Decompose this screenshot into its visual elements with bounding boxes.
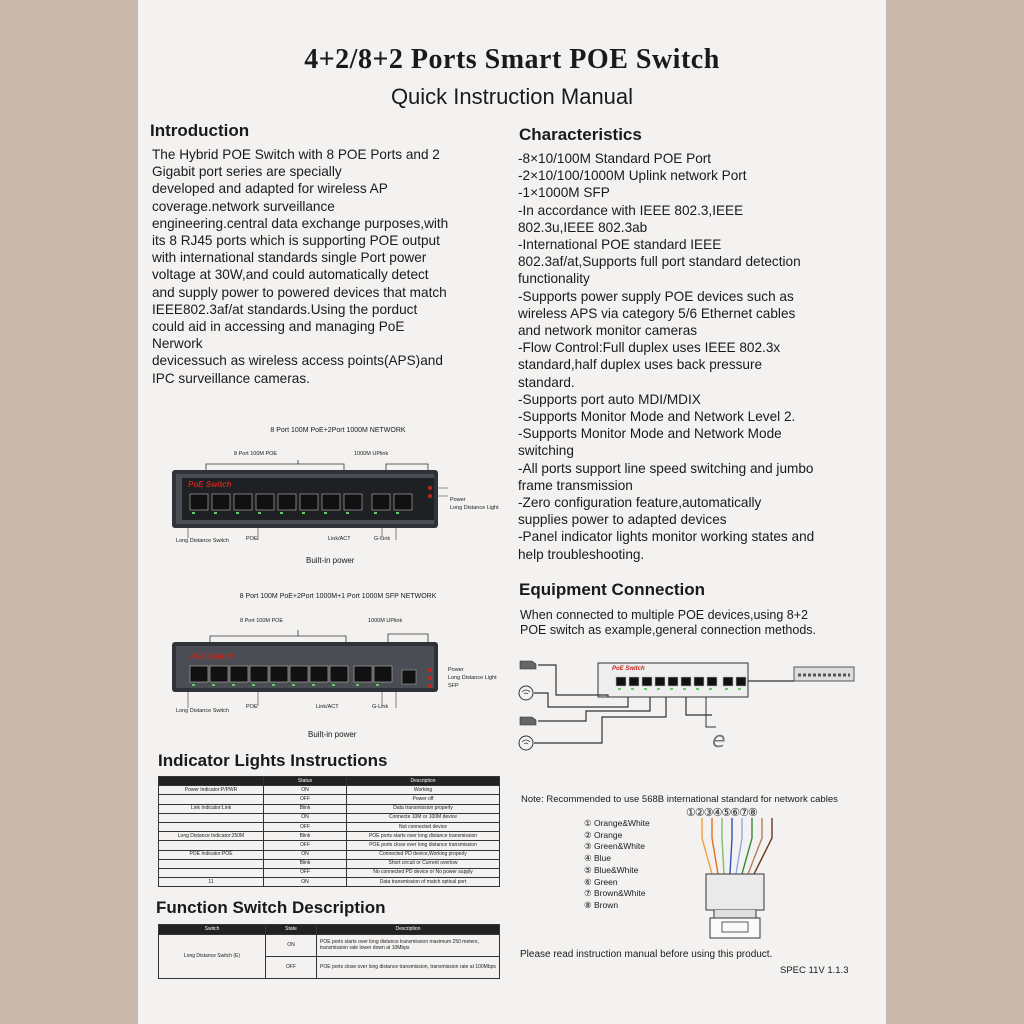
wire-color: ③ Green&White [584,841,646,852]
indicator-row [159,868,500,877]
equipment-line: POE switch as example,general connection methods. [520,623,816,637]
equipment-line: When connected to multiple POE devices,using 8+2 [520,608,809,622]
read-manual-note: Please read instruction manual before using this product. [520,949,773,960]
ethernet-port [190,666,208,682]
indicator-row [159,859,500,868]
indicator-col: Description [347,777,500,786]
port-led [252,684,255,686]
indicator-description: Connected PD device,Working properly [347,850,500,859]
characteristic-line: help troubleshooting. [518,546,645,562]
function-state: ON [266,934,317,956]
characteristic-line: -2×10/100/1000M Uplink network Port [518,168,747,184]
function-col: State [266,925,317,935]
characteristic-line: -Supports Monitor Mode and Network Level 2. [518,409,796,425]
port-led [312,684,315,686]
ethernet-port [642,677,652,686]
indicator-name: 11 [159,878,264,887]
port-led [738,688,741,690]
function-heading: Function Switch Description [156,898,386,917]
port-led [683,688,686,690]
port-led [214,512,217,514]
equipment-text [520,608,816,638]
indicator-name: POE Indicator:POE [159,850,264,859]
characteristic-line: -Zero configuration feature,automatically [518,495,762,511]
indicator-description: Power off [347,795,500,804]
ethernet-port [668,677,678,686]
characteristic-line: frame transmission [518,477,633,493]
characteristic-line: functionality [518,271,590,287]
cable-note: Note: Recommended to use 568B international standard for network cables [521,794,838,805]
port-led [236,512,239,514]
label-glink-1: G-Link [374,536,391,542]
function-desc: POE ports close over long distance transmission, transmission rate at 100Mbps [317,956,500,978]
indicator-name [159,841,264,850]
indicator-col: Status [264,777,347,786]
ethernet-port [322,494,340,510]
wire-color-list [584,818,650,912]
camera-icon [520,717,536,725]
intro-paragraph [152,146,502,387]
spec-version: SPEC 11V 1.1.3 [780,965,849,976]
indicator-description: Not connected device [347,822,500,831]
label-glink-2: G-Link [372,704,389,710]
port-led [192,684,195,686]
wire-color: ⑧ Brown [584,899,619,910]
ethernet-port [250,666,268,682]
indicator-description: Data transmission properly [347,804,500,813]
characteristic-line: -All ports support line speed switching and jumbo [518,460,814,476]
rj45-connector-diagram [698,818,788,944]
intro-line: voltage at 30W,and could automatically detect [152,267,429,283]
switch-front-panel-1 [168,458,508,548]
wire-color: ① Orange&White [584,818,650,828]
indicator-table [158,776,500,887]
indicator-row [159,832,500,841]
port-led [346,512,349,514]
indicator-row [159,813,500,822]
label-poe-2: POE [246,704,258,710]
indicator-status: OFF [264,795,347,804]
label-switch-1: Long Distance Switch [176,538,229,544]
characteristic-line: supplies power to adapted devices [518,512,727,528]
ethernet-port [736,677,746,686]
characteristic-line: -8×10/100M Standard POE Port [518,151,712,166]
indicator-description: Working [347,786,500,795]
indicator-heading: Indicator Lights Instructions [158,751,388,770]
diagram1-title: 8 Port 100M PoE+2Port 1000M NETWORK [270,427,406,434]
indicator-description: Connecte 10M or 100M device [347,813,500,822]
characteristic-line: -Supports Monitor Mode and Network Mode [518,426,782,442]
indicator-row [159,804,500,813]
intro-line: IPC surveillance cameras. [152,370,310,386]
ethernet-port [300,494,318,510]
pin-numbers: ①②③④⑤⑥⑦⑧ [686,807,757,819]
indicator-status: Blink [264,804,347,813]
ethernet-port [374,666,392,682]
ethernet-port [330,666,348,682]
indicator-status: Blink [264,859,347,868]
characteristic-line: -In accordance with IEEE 802.3,IEEE [518,202,744,218]
characteristic-line: 802.3af/at,Supports full port standard detection [518,254,801,270]
wire-color: ⑦ Brown&White [584,888,646,899]
port-led [374,512,377,514]
indicator-status: ON [264,813,347,822]
ethernet-port [230,666,248,682]
legend-long-1: Long Distance Light [450,505,499,511]
ethernet-port [394,494,412,510]
ethernet-port [694,677,704,686]
brand-logo-3: PoE Switch [612,666,645,672]
indicator-description: Short circuit or Current overlow [347,859,500,868]
caption-2: Built-in power [308,730,357,739]
port-led [212,684,215,686]
intro-line: and supply power to powered devices that match [152,284,447,300]
ethernet-port [372,494,390,510]
intro-line: The Hybrid POE Switch with 8 POE Ports and 2 [152,147,440,162]
characteristic-line: switching [518,443,574,459]
port-led [272,684,275,686]
legend-power-1: Power [450,497,466,503]
label-switch-2: Long Distance Switch [176,708,229,714]
label-link-2: Link/ACT [316,704,339,710]
camera-icon [520,661,536,669]
port-led [258,512,261,514]
indicator-row [159,841,500,850]
ethernet-port [723,677,733,686]
diagram1-poe-label: 8 Port 100M POE [234,451,278,457]
function-table [158,924,500,979]
diagram1-uplink-label: 1000M UPlink [354,451,389,457]
port-led [232,684,235,686]
manual-page [138,0,886,1024]
indicator-description: POE ports close over long distance transmission [347,841,500,850]
ethernet-port [234,494,252,510]
ethernet-port [629,677,639,686]
ethernet-port [344,494,362,510]
port-led [631,688,634,690]
port-led [324,512,327,514]
function-desc: POE ports starts over long distance transmission maximum 250 meters, transmission rate lower down at 10Mbps [317,934,500,956]
legend-long-2: Long Distance Light [448,675,497,681]
indicator-row [159,878,500,887]
characteristic-line: and network monitor cameras [518,323,698,339]
characteristic-line: -Supports port auto MDI/MDIX [518,391,701,407]
indicator-description: POE ports starts over long distance transmission [347,832,500,841]
indicator-status: OFF [264,868,347,877]
indicator-description: No connected PD device or No power supply [347,868,500,877]
connection-diagram [516,655,866,755]
indicator-name [159,822,264,831]
wire-color: ⑥ Green [584,876,618,887]
port-led [292,684,295,686]
ethernet-port [655,677,665,686]
indicator-name [159,868,264,877]
label-poe-1: POE [246,536,258,542]
characteristic-line: -Panel indicator lights monitor working states and [518,529,815,545]
characteristic-line: wireless APS via category 5/6 Ethernet cables [518,305,796,321]
ethernet-port [290,666,308,682]
port-led [709,688,712,690]
caption-1: Built-in power [306,556,355,565]
indicator-row [159,795,500,804]
ethernet-port [256,494,274,510]
wire-color: ② Orange [584,829,623,840]
indicator-status: Blink [264,832,347,841]
brand-logo-1: PoE Switch [188,480,232,489]
legend-power-2: Power [448,667,464,673]
indicator-status: ON [264,786,347,795]
intro-line: devicessuch as wireless access points(APS)and [152,353,443,369]
indicator-row [159,786,500,795]
characteristics-heading: Characteristics [519,125,642,144]
indicator-name: Link Indicator:Link [159,804,264,813]
intro-line: coverage.network surveillance [152,198,335,214]
characteristic-line: -1×1000M SFP [518,185,610,201]
intro-line: its 8 RJ45 ports which is supporting POE output [152,233,440,249]
indicator-name [159,859,264,868]
function-state: OFF [266,956,317,978]
port-led [356,684,359,686]
diagram2-uplink-label: 1000M UPlink [368,618,403,624]
indicator-description: Data transmission of match optical port [347,878,500,887]
wire-color: ⑤ Blue&White [584,864,639,875]
indicator-row [159,850,500,859]
function-col: Switch [159,925,266,935]
indicator-status: ON [264,878,347,887]
ethernet-port [190,494,208,510]
ethernet-port [210,666,228,682]
port-led [280,512,283,514]
legend-sfp-2: SFP [448,683,459,689]
intro-line: Nerwork [152,336,203,352]
characteristic-line: 802.3u,IEEE 802.3ab [518,219,648,235]
characteristic-line: -Flow Control:Full duplex uses IEEE 802.3x [518,340,781,356]
indicator-name: Long Distance Indicator:250M [159,832,264,841]
indicator-status: OFF [264,822,347,831]
indicator-name: Power Indicator:P/PWR [159,786,264,795]
page-title: 4+2/8+2 Ports Smart POE Switch [304,44,720,75]
indicator-status: ON [264,850,347,859]
ethernet-port [707,677,717,686]
ethernet-port [354,666,372,682]
port-led [670,688,673,690]
wire-color: ④ Blue [584,853,611,864]
ethernet-port [212,494,230,510]
characteristic-line: standard,half duplex uses back pressure [518,357,763,373]
port-led [657,688,660,690]
label-link-1: Link/ACT [328,536,351,542]
intro-heading: Introduction [150,121,250,140]
ethernet-port [310,666,328,682]
indicator-row [159,822,500,831]
ethernet-port [278,494,296,510]
intro-line: with international standards single Port power [152,250,427,266]
ethernet-port [270,666,288,682]
diagram2-poe-label: 8 Port 100M POE [240,618,284,624]
port-led [332,684,335,686]
characteristic-line: -International POE standard IEEE [518,237,722,253]
diagram2-title: 8 Port 100M PoE+2Port 1000M+1 Port 1000M SFP NETWORK [239,593,437,600]
port-led [696,688,699,690]
characteristic-line: -Supports power supply POE devices such as [518,288,794,304]
intro-line: could aid in accessing and managing PoE [152,319,405,335]
function-col: Description [317,925,500,935]
brand-logo-2: PoE Switch [190,652,234,661]
indicator-col [159,777,264,786]
intro-line: engineering.central data exchange purposes,with [152,215,449,231]
page-subtitle: Quick Instruction Manual [390,84,634,109]
indicator-name [159,813,264,822]
equipment-heading: Equipment Connection [519,580,706,599]
port-led [618,688,621,690]
port-led [376,684,379,686]
intro-line: IEEE802.3af/at standards.Using the porduct [152,301,418,317]
port-led [644,688,647,690]
intro-line: developed and adapted for wireless AP [152,181,388,197]
indicator-name [159,795,264,804]
port-led [302,512,305,514]
function-switch-name: Long Distance Switch (E) [159,934,266,978]
ethernet-port [616,677,626,686]
browser-icon: e [712,728,726,753]
port-led [192,512,195,514]
characteristics-list [518,150,868,563]
indicator-status: OFF [264,841,347,850]
ethernet-port [681,677,691,686]
port-led [396,512,399,514]
port-led [725,688,728,690]
intro-line: Gigabit port series are specially [152,164,342,180]
characteristic-line: standard. [518,374,575,390]
